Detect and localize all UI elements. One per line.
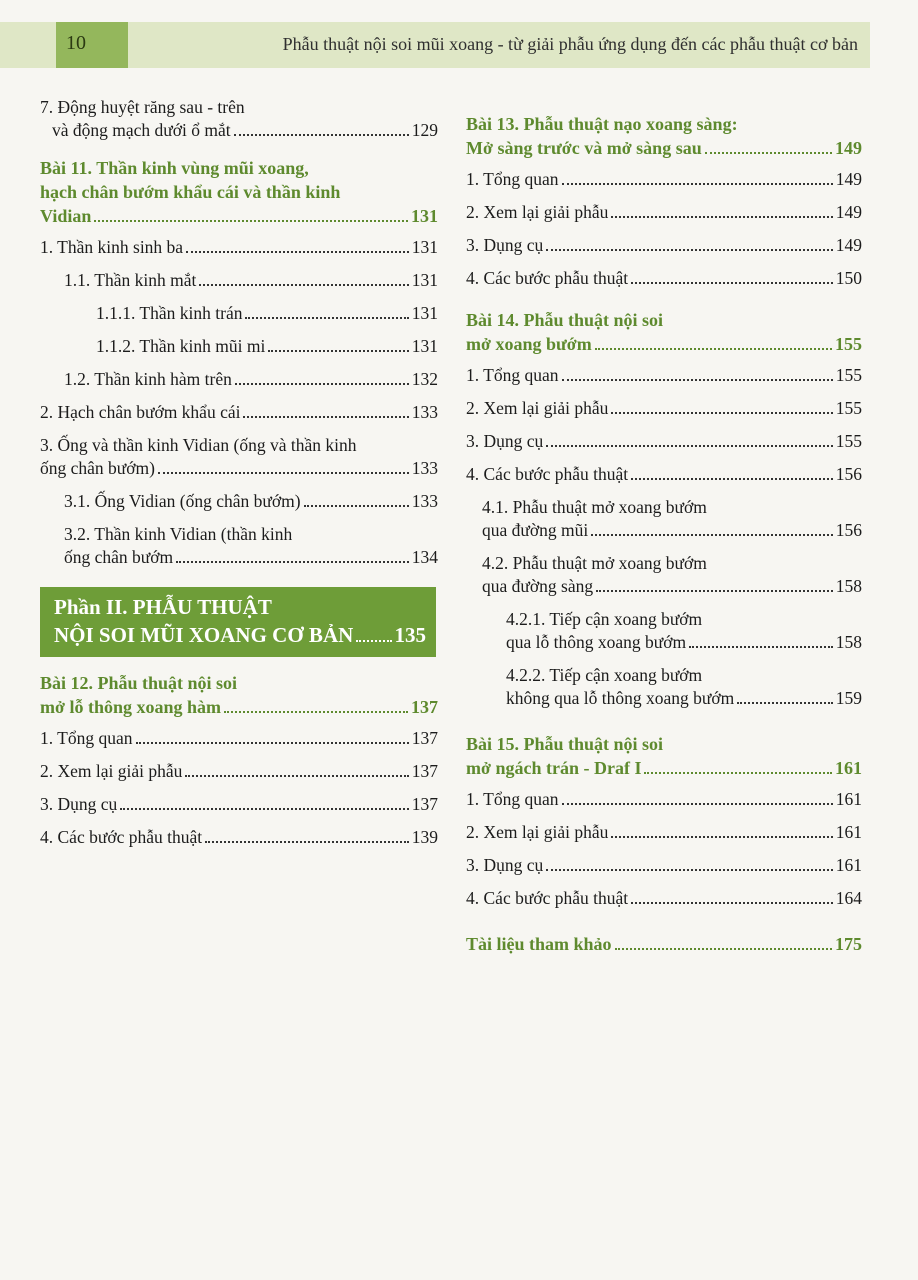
dot-leader bbox=[199, 284, 408, 286]
running-header bbox=[0, 22, 870, 68]
lesson-title: Bài 15. Phẫu thuật nội soi bbox=[466, 734, 664, 754]
toc-entry-text: ống chân bướm bbox=[64, 547, 174, 567]
toc-entry-text: 7. Động huyệt răng sau - trên bbox=[40, 97, 245, 117]
toc-page-number: 155 bbox=[835, 431, 862, 451]
references-title: Tài liệu tham khảo bbox=[466, 934, 612, 954]
toc-page-number: 131 bbox=[411, 206, 438, 226]
dot-leader bbox=[304, 505, 409, 507]
dot-leader bbox=[689, 646, 833, 648]
toc-entry-text: 3. Dụng cụ bbox=[40, 794, 118, 814]
toc-entry[interactable] bbox=[466, 201, 862, 224]
toc-page-number: 161 bbox=[835, 758, 862, 778]
toc-entry-text: 1. Tổng quan bbox=[466, 789, 559, 809]
toc-page-number: 131 bbox=[411, 237, 438, 257]
toc-page-number: 158 bbox=[835, 632, 862, 652]
dot-leader bbox=[176, 561, 409, 563]
toc-entry-text: 3. Dụng cụ bbox=[466, 855, 544, 875]
toc-entry[interactable] bbox=[466, 267, 862, 290]
lesson-title: mở xoang bướm bbox=[466, 334, 592, 354]
running-title: Phẫu thuật nội soi mũi xoang - từ giải phẫu ứng dụng đến các phẫu thuật cơ bản bbox=[282, 34, 858, 54]
toc-entry[interactable] bbox=[40, 434, 438, 480]
toc-page-number: 159 bbox=[835, 688, 862, 708]
toc-entry-text: 1. Thần kinh sinh ba bbox=[40, 237, 184, 257]
toc-page-number: 133 bbox=[411, 402, 438, 422]
toc-page-number: 134 bbox=[411, 547, 438, 567]
dot-leader bbox=[611, 216, 832, 218]
toc-entry[interactable] bbox=[40, 727, 438, 750]
toc-entry[interactable] bbox=[466, 496, 862, 542]
toc-page-number: 137 bbox=[411, 761, 438, 781]
toc-page-number: 150 bbox=[835, 268, 862, 288]
lesson-title: mở lỗ thông xoang hàm bbox=[40, 697, 221, 717]
toc-entry[interactable] bbox=[466, 364, 862, 387]
dot-leader bbox=[737, 702, 833, 704]
toc-entry-text: 2. Xem lại giải phẫu bbox=[466, 822, 609, 842]
toc-entry-text: 4.2.1. Tiếp cận xoang bướm bbox=[506, 609, 703, 629]
toc-page-number: 149 bbox=[835, 202, 862, 222]
toc-page-number: 164 bbox=[835, 888, 862, 908]
dot-leader bbox=[136, 742, 409, 744]
toc-page-number: 149 bbox=[835, 138, 862, 158]
toc-entry[interactable] bbox=[40, 236, 438, 259]
toc-entry[interactable] bbox=[466, 430, 862, 453]
toc-entry[interactable] bbox=[40, 269, 438, 292]
toc-entry-text: 4. Các bước phẫu thuật bbox=[40, 827, 203, 847]
toc-entry-text: qua đường sàng bbox=[482, 576, 594, 596]
dot-leader bbox=[120, 808, 408, 810]
toc-page-number: 158 bbox=[835, 576, 862, 596]
toc-page-number: 137 bbox=[411, 728, 438, 748]
lesson-title: Bài 13. Phẫu thuật nạo xoang sàng: bbox=[466, 114, 738, 134]
toc-entry-text: 3. Dụng cụ bbox=[466, 431, 544, 451]
dot-leader bbox=[356, 640, 391, 642]
toc-entry-text: 4. Các bước phẫu thuật bbox=[466, 268, 629, 288]
dot-leader bbox=[224, 711, 408, 713]
toc-entry[interactable] bbox=[40, 368, 438, 391]
dot-leader bbox=[158, 472, 409, 474]
toc-page-number: 131 bbox=[411, 303, 438, 323]
toc-page-number: 149 bbox=[835, 235, 862, 255]
toc-entry[interactable] bbox=[40, 335, 438, 358]
toc-entry-text: 4.1. Phẫu thuật mở xoang bướm bbox=[482, 497, 707, 517]
dot-leader bbox=[631, 902, 833, 904]
toc-page-number: 175 bbox=[835, 934, 862, 954]
dot-leader bbox=[644, 772, 832, 774]
dot-leader bbox=[94, 220, 408, 222]
lesson-14-heading[interactable] bbox=[466, 308, 862, 356]
lesson-11-heading[interactable] bbox=[40, 156, 438, 228]
toc-entry-text: 3. Dụng cụ bbox=[466, 235, 544, 255]
toc-entry-text: 1.2. Thần kinh hàm trên bbox=[64, 369, 232, 389]
toc-entry-text: 4. Các bước phẫu thuật bbox=[466, 888, 629, 908]
toc-page-number: 161 bbox=[835, 789, 862, 809]
toc-entry[interactable] bbox=[466, 788, 862, 811]
dot-leader bbox=[268, 350, 408, 352]
toc-entry[interactable] bbox=[40, 793, 438, 816]
dot-leader bbox=[245, 317, 408, 319]
toc-page-number: 133 bbox=[411, 491, 438, 511]
dot-leader bbox=[546, 249, 832, 251]
toc-entry[interactable] bbox=[466, 608, 862, 654]
toc-entry-text: 1.1. Thần kinh mắt bbox=[64, 270, 197, 290]
toc-page-number: 132 bbox=[411, 369, 438, 389]
toc-entry-text: 3.1. Ống Vidian (ống chân bướm) bbox=[64, 491, 301, 511]
toc-entry-text: và động mạch dưới ổ mắt bbox=[52, 120, 231, 140]
dot-leader bbox=[562, 379, 833, 381]
dot-leader bbox=[562, 183, 833, 185]
lesson-title: Bài 14. Phẫu thuật nội soi bbox=[466, 310, 664, 330]
toc-entry-text: 1. Tổng quan bbox=[466, 169, 559, 189]
dot-leader bbox=[186, 251, 409, 253]
toc-entry[interactable] bbox=[466, 168, 862, 191]
lesson-15-heading[interactable] bbox=[466, 732, 862, 780]
toc-entry-text: qua đường mũi bbox=[482, 520, 589, 540]
lesson-title: mở ngách trán - Draf I bbox=[466, 758, 642, 778]
part-title: Phần II. PHẪU THUẬT bbox=[54, 595, 272, 619]
toc-page-number: 133 bbox=[411, 458, 438, 478]
lesson-13-heading[interactable] bbox=[466, 112, 862, 160]
toc-page-number: 161 bbox=[835, 855, 862, 875]
toc-entry-text: không qua lỗ thông xoang bướm bbox=[506, 688, 735, 708]
toc-entry[interactable] bbox=[466, 552, 862, 598]
toc-left-column bbox=[40, 96, 438, 859]
toc-entry-text: 3. Ống và thần kinh Vidian (ống và thần kinh bbox=[40, 435, 357, 455]
dot-leader bbox=[235, 383, 409, 385]
toc-entry[interactable] bbox=[466, 821, 862, 844]
dot-leader bbox=[596, 590, 833, 592]
toc-page-number: 155 bbox=[835, 365, 862, 385]
lesson-title: hạch chân bướm khẩu cái và thần kinh bbox=[40, 182, 341, 202]
toc-entry[interactable] bbox=[40, 523, 438, 569]
dot-leader bbox=[562, 803, 833, 805]
part-title: NỘI SOI MŨI XOANG CƠ BẢN bbox=[54, 623, 354, 647]
dot-leader bbox=[631, 282, 833, 284]
toc-page-number: 139 bbox=[411, 827, 438, 847]
dot-leader bbox=[546, 445, 832, 447]
toc-page-number: 131 bbox=[411, 336, 438, 356]
toc-page-number: 155 bbox=[835, 398, 862, 418]
toc-page-number: 155 bbox=[835, 334, 862, 354]
toc-entry[interactable] bbox=[466, 664, 862, 710]
toc-entry-text: 1. Tổng quan bbox=[466, 365, 559, 385]
dot-leader bbox=[243, 416, 408, 418]
page-number: 10 bbox=[66, 32, 86, 54]
dot-leader bbox=[611, 412, 832, 414]
toc-entry[interactable] bbox=[40, 401, 438, 424]
lesson-title: Mở sàng trước và mở sàng sau bbox=[466, 138, 702, 158]
toc-entry[interactable] bbox=[40, 490, 438, 513]
toc-entry[interactable] bbox=[40, 760, 438, 783]
toc-entry[interactable] bbox=[40, 96, 438, 142]
toc-page-number: 129 bbox=[411, 120, 438, 140]
toc-entry[interactable] bbox=[466, 887, 862, 910]
toc-page-number: 131 bbox=[411, 270, 438, 290]
toc-entry-text: 2. Hạch chân bướm khẩu cái bbox=[40, 402, 241, 422]
dot-leader bbox=[546, 869, 832, 871]
toc-entry-text: qua lỗ thông xoang bướm bbox=[506, 632, 687, 652]
toc-page-number: 149 bbox=[835, 169, 862, 189]
toc-entry-text: 1. Tổng quan bbox=[40, 728, 133, 748]
toc-entry-text: 1.1.2. Thần kinh mũi mi bbox=[96, 336, 266, 356]
toc-entry-text: 2. Xem lại giải phẫu bbox=[466, 398, 609, 418]
lesson-title: Bài 11. Thần kinh vùng mũi xoang, bbox=[40, 158, 309, 178]
toc-page-number: 156 bbox=[835, 464, 862, 484]
toc-entry-text: 1.1.1. Thần kinh trán bbox=[96, 303, 243, 323]
toc-page-number: 135 bbox=[394, 623, 426, 647]
dot-leader bbox=[631, 478, 833, 480]
toc-entry[interactable] bbox=[466, 854, 862, 877]
part-2-heading[interactable] bbox=[40, 587, 436, 657]
toc-page-number: 137 bbox=[411, 794, 438, 814]
dot-leader bbox=[591, 534, 833, 536]
toc-entry-text: 4.2.2. Tiếp cận xoang bướm bbox=[506, 665, 703, 685]
dot-leader bbox=[234, 134, 409, 136]
toc-entry[interactable] bbox=[466, 463, 862, 486]
toc-page-number: 137 bbox=[411, 697, 438, 717]
toc-entry-text: 3.2. Thần kinh Vidian (thần kinh bbox=[64, 524, 293, 544]
toc-page-number: 161 bbox=[835, 822, 862, 842]
lesson-title: Vidian bbox=[40, 206, 92, 226]
dot-leader bbox=[595, 348, 832, 350]
dot-leader bbox=[615, 948, 832, 950]
toc-entry-text: 4.2. Phẫu thuật mở xoang bướm bbox=[482, 553, 707, 573]
toc-entry-text: 2. Xem lại giải phẫu bbox=[466, 202, 609, 222]
toc-entry[interactable] bbox=[466, 234, 862, 257]
toc-entry[interactable] bbox=[40, 826, 438, 849]
dot-leader bbox=[185, 775, 408, 777]
dot-leader bbox=[205, 841, 409, 843]
toc-entry-text: ống chân bướm) bbox=[40, 458, 155, 478]
lesson-title: Bài 12. Phẫu thuật nội soi bbox=[40, 673, 238, 693]
dot-leader bbox=[611, 836, 832, 838]
toc-entry[interactable] bbox=[40, 302, 438, 325]
references-heading[interactable] bbox=[466, 932, 862, 956]
toc-entry-text: 4. Các bước phẫu thuật bbox=[466, 464, 629, 484]
dot-leader bbox=[705, 152, 832, 154]
lesson-12-heading[interactable] bbox=[40, 671, 438, 719]
toc-entry[interactable] bbox=[466, 397, 862, 420]
toc-right-column bbox=[466, 96, 862, 964]
toc-entry-text: 2. Xem lại giải phẫu bbox=[40, 761, 183, 781]
toc-page-number: 156 bbox=[835, 520, 862, 540]
